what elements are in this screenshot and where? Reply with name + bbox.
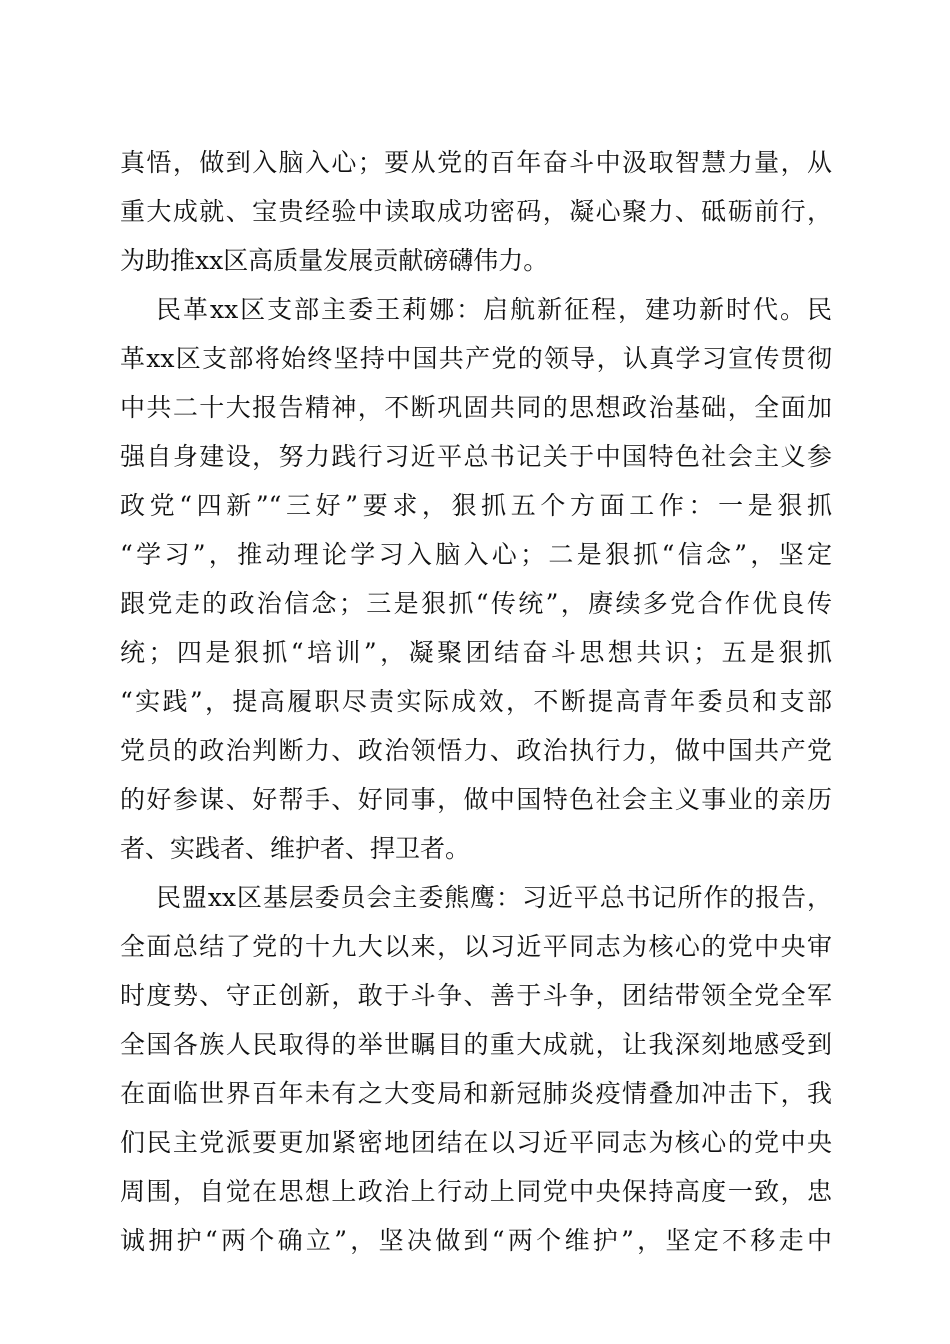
paragraph-minge	[120, 285, 832, 873]
text-line: “学习”，推动理论学习入脑入心；二是狠抓“信念”，坚定	[120, 540, 832, 569]
text-line: 民盟xx区基层委员会主委熊鹰：习近平总书记所作的报告，	[156, 883, 832, 912]
text-line: 统；四是狠抓“培训”，凝聚团结奋斗思想共识；五是狠抓	[120, 638, 832, 667]
text-line: 全面总结了党的十九大以来，以习近平同志为核心的党中央审	[120, 932, 832, 961]
text-line: 诚拥护“两个确立”，坚决做到“两个维护”，坚定不移走中	[120, 1226, 832, 1255]
text-line: 民革xx区支部主委王莉娜：启航新征程，建功新时代。民	[156, 295, 832, 324]
text-line: 周围，自觉在思想上政治上行动上同党中央保持高度一致，忠	[120, 1177, 832, 1206]
text-line: 时度势、守正创新，敢于斗争、善于斗争，团结带领全党全军	[120, 981, 832, 1010]
text-line: “实践”，提高履职尽责实际成效，不断提高青年委员和支部	[120, 687, 832, 716]
text-line: 者、实践者、维护者、捍卫者。	[120, 834, 471, 863]
document-body	[120, 138, 832, 1265]
paragraph-continuation	[120, 138, 832, 285]
text-line: 跟党走的政治信念；三是狠抓“传统”，赓续多党合作优良传	[120, 589, 832, 618]
text-line: 革xx区支部将始终坚持中国共产党的领导，认真学习宣传贯彻	[120, 344, 832, 373]
text-line: 在面临世界百年未有之大变局和新冠肺炎疫情叠加冲击下，我	[120, 1079, 832, 1108]
text-line: 们民主党派要更加紧密地团结在以习近平同志为核心的党中央	[120, 1128, 832, 1157]
text-line: 中共二十大报告精神，不断巩固共同的思想政治基础，全面加	[120, 393, 832, 422]
text-line: 真悟，做到入脑入心；要从党的百年奋斗中汲取智慧力量，从	[120, 148, 832, 177]
text-line: 强自身建设，努力践行习近平总书记关于中国特色社会主义参	[120, 442, 832, 471]
text-line: 全国各族人民取得的举世瞩目的重大成就，让我深刻地感受到	[120, 1030, 832, 1059]
text-line: 党员的政治判断力、政治领悟力、政治执行力，做中国共产党	[120, 736, 832, 765]
paragraph-minmeng	[120, 873, 832, 1265]
text-line: 政党“四新”“三好”要求，狠抓五个方面工作：一是狠抓	[120, 491, 832, 520]
text-line: 重大成就、宝贵经验中读取成功密码，凝心聚力、砥砺前行，	[120, 197, 832, 226]
text-line: 为助推xx区高质量发展贡献磅礴伟力。	[120, 246, 549, 275]
text-line: 的好参谋、好帮手、好同事，做中国特色社会主义事业的亲历	[120, 785, 832, 814]
